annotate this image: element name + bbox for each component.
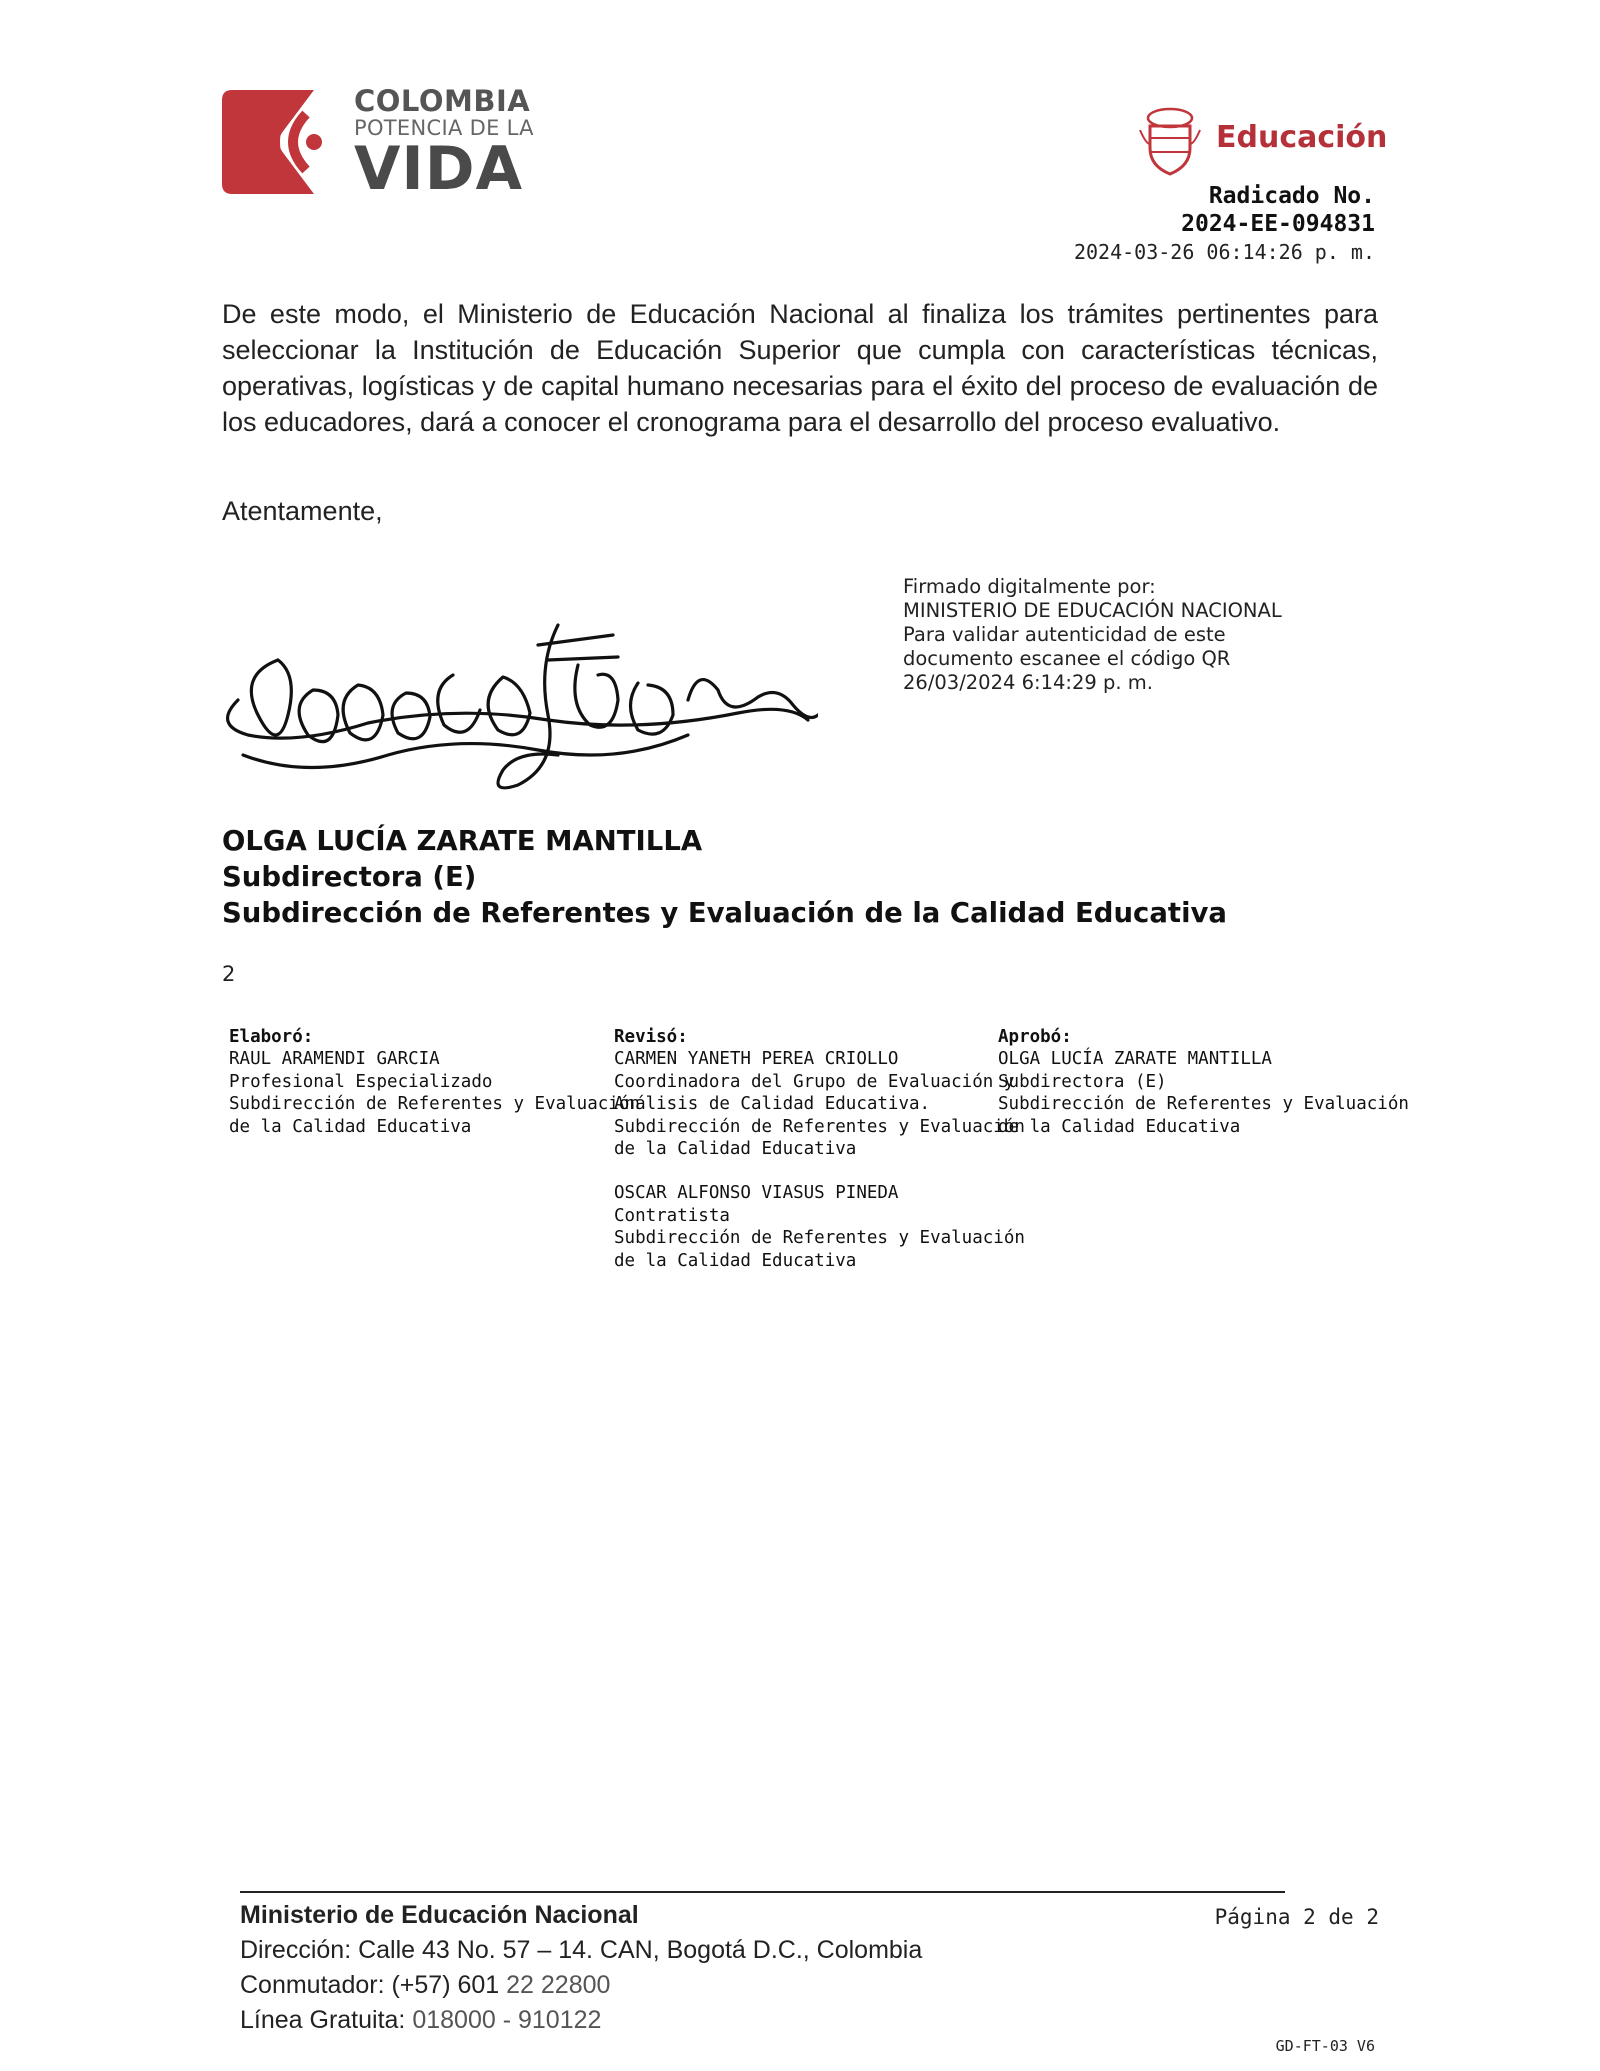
freeline-label: Línea Gratuita: xyxy=(240,2006,406,2034)
approval-line: OSCAR ALFONSO VIASUS PINEDA xyxy=(614,1183,899,1204)
coat-of-arms-icon xyxy=(1138,104,1202,176)
approval-line: Subdirección de Referentes y Evaluación xyxy=(229,1094,640,1115)
approval-line: OLGA LUCÍA ZARATE MANTILLA xyxy=(998,1049,1272,1070)
digital-sign-line: MINISTERIO DE EDUCACIÓN NACIONAL xyxy=(903,599,1282,622)
footer-divider xyxy=(240,1891,1285,1893)
footer-ministry: Ministerio de Educación Nacional xyxy=(240,1901,639,1929)
footer-address: Dirección: Calle 43 No. 57 – 14. CAN, Bogotá D.C., Colombia xyxy=(240,1936,923,1964)
freeline-number: 018000 - 910122 xyxy=(412,2006,602,2034)
approval-heading: Elaboró: xyxy=(229,1027,314,1047)
radicado-label: Radicado No. xyxy=(1208,183,1375,209)
approval-column-elaboro xyxy=(229,1026,640,1138)
handwritten-signature xyxy=(218,605,818,805)
switchboard-label: Conmutador: (+57) 601 xyxy=(240,1971,500,1999)
approval-line: Coordinadora del Grupo de Evaluación y xyxy=(614,1071,1015,1092)
signer-office: Subdirección de Referentes y Evaluación de la Calidad Educativa xyxy=(222,897,1227,929)
radicado-block xyxy=(1074,182,1375,266)
form-code: GD-FT-03 V6 xyxy=(1275,2037,1375,2055)
colombia-logo-wordmark xyxy=(354,84,534,204)
approval-spacer xyxy=(614,1160,999,1182)
digital-sign-line: Firmado digitalmente por: xyxy=(903,575,1156,598)
approval-line: Subdirectora (E) xyxy=(998,1071,1167,1092)
digital-sign-line: 26/03/2024 6:14:29 p. m. xyxy=(903,671,1153,694)
approval-line: de la Calidad Educativa xyxy=(614,1250,857,1271)
digital-sign-line: Para validar autenticidad de este xyxy=(903,623,1226,646)
signer-name: OLGA LUCÍA ZARATE MANTILLA xyxy=(222,825,703,857)
approval-heading: Aprobó: xyxy=(998,1027,1072,1047)
page-mark: 2 xyxy=(222,962,236,986)
closing-salutation: Atentamente, xyxy=(222,496,383,526)
radicado-number: 2024-EE-094831 xyxy=(1181,211,1375,237)
signer-block xyxy=(222,823,1227,931)
page-number: Página 2 de 2 xyxy=(1214,1905,1379,1929)
approval-line: de la Calidad Educativa xyxy=(229,1116,472,1137)
approval-line: Subdirección de Referentes y Evaluación xyxy=(998,1094,1409,1115)
footer-freeline xyxy=(240,2003,922,2038)
approval-column-aprobo xyxy=(998,1026,1409,1138)
colombia-potencia-logo-icon xyxy=(222,90,332,194)
approval-line: Subdirección de Referentes y Evaluación xyxy=(614,1228,1025,1249)
switchboard-number: 22 22800 xyxy=(506,1971,611,1999)
digital-signature-stamp xyxy=(903,575,1282,695)
logo-line-colombia: COLOMBIA xyxy=(354,84,531,118)
approval-line: de la Calidad Educativa xyxy=(614,1139,857,1160)
approval-column-reviso xyxy=(614,1026,1025,1272)
ministry-education-wordmark: Educación xyxy=(1216,120,1388,155)
approval-line: Profesional Especializado xyxy=(229,1071,493,1092)
approval-line: Contratista xyxy=(614,1205,730,1226)
footer-contact xyxy=(240,1898,922,2038)
logo-line-potencia: POTENCIA DE LA xyxy=(354,116,534,140)
signer-role: Subdirectora (E) xyxy=(222,861,477,893)
approval-line: de la Calidad Educativa xyxy=(998,1116,1241,1137)
digital-sign-line: documento escanee el código QR xyxy=(903,647,1231,670)
logo-line-vida: VIDA xyxy=(354,134,523,204)
body-paragraph: De este modo, el Ministerio de Educación Nacional al finaliza los trámites pertinentes para seleccionar la Institución de Educación Superior que cumpla con características técnicas, operativas, logísticas y de capital humano necesarias para el éxito del proceso de evaluación de los educadores, dará a conocer el cronograma para el desarrollo del proceso evaluativo. xyxy=(222,299,1378,437)
approval-line: RAUL ARAMENDI GARCIA xyxy=(229,1049,440,1070)
approval-line: Análisis de Calidad Educativa. xyxy=(614,1094,931,1115)
footer-switchboard xyxy=(240,1968,922,2003)
approval-line: CARMEN YANETH PEREA CRIOLLO xyxy=(614,1049,899,1070)
approval-heading: Revisó: xyxy=(614,1027,688,1047)
approval-line: Subdirección de Referentes y Evaluación xyxy=(614,1116,1025,1137)
radicado-datetime: 2024-03-26 06:14:26 p. m. xyxy=(1073,240,1375,264)
